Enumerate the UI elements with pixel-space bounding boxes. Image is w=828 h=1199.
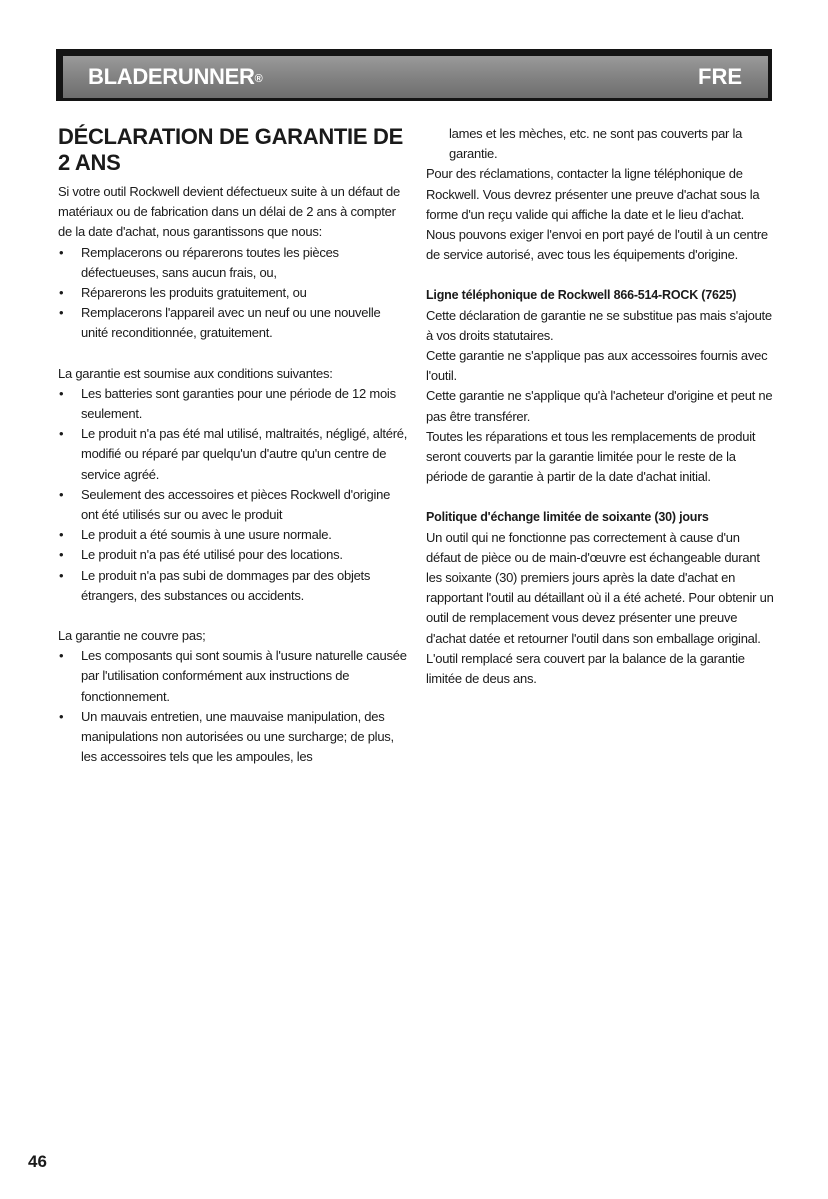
language-code: FRE — [698, 64, 742, 89]
list-item: • Remplacerons l'appareil avec un neuf ou une nouvelle unité reconditionnée, gratuitement. — [58, 303, 408, 343]
page-title: DÉCLARATION DE GARANTIE DE 2 ANS — [58, 124, 404, 175]
hotline-heading: Ligne téléphonique de Rockwell 866-514-ROCK (7625) — [426, 288, 737, 303]
list-item: • Les composants qui sont soumis à l'usure naturelle causée par l'utilisation conformément aux instructions de fonctionnement. — [58, 646, 408, 707]
conditions-heading: La garantie est soumise aux conditions suivantes: — [58, 365, 333, 381]
exchange-heading: Politique d'échange limitée de soixante (30) jours — [426, 510, 709, 525]
product-name: BLADERUNNER® — [88, 64, 263, 89]
exclusions-list — [58, 646, 408, 767]
original-buyer-text: Cette garantie ne s'applique qu'à l'acheteur d'origine et peut ne pas être transférer. — [426, 388, 773, 424]
list-item: • Seulement des accessoires et pièces Rockwell d'origine ont été utilisés sur ou avec le produit — [58, 485, 408, 525]
claims-text: Pour des réclamations, contacter la ligne téléphonique de Rockwell. Vous devrez présenter une preuve d'achat sous la forme d'un reçu valide qui affiche la date et le lieu d'achat. — [426, 166, 760, 222]
registered-mark: ® — [254, 73, 263, 85]
page-number: 46 — [28, 1152, 47, 1171]
conditions-list — [58, 384, 408, 606]
shipping-text: Nous pouvons exiger l'envoi en port payé de l'outil à un centre de service autorisé, avec tous les équipements d'origine. — [426, 227, 768, 263]
statutory-text: Cette déclaration de garantie ne se substitue pas mais s'ajoute à vos droits statutaires. — [426, 307, 772, 343]
list-item: • Le produit a été soumis à une usure normale. — [58, 525, 408, 545]
exclusions-heading: La garantie ne couvre pas; — [58, 628, 206, 644]
accessories-text: Cette garantie ne s'applique pas aux accessoires fournis avec l'outil. — [426, 348, 768, 384]
list-item: • Le produit n'a pas été mal utilisé, maltraités, négligé, altéré, modifié ou réparé par quelqu'un d'autre qu'un centre de service agréé. — [58, 424, 408, 485]
repairs-text: Toutes les réparations et tous les remplacements de produit seront couverts par la garantie limitée pour le reste de la période de garantie à partir de la date d'achat initial. — [426, 428, 756, 485]
exchange-text: Un outil qui ne fonctionne pas correctement à cause d'un défaut de pièce ou de main-d'œuvre est échangeable durant les soixante (30) premiers jours après la date d'achat en rapportant l'outil au détaillant où il a été acheté. Pour obtenir un outil de remplacement vous devez présenter une preuve d'achat datée et retourner l'outil dans son emballage original. L'outil remplacé sera couvert par la balance de la garantie limitée de deus ans. — [426, 529, 774, 687]
left-column — [58, 124, 408, 767]
list-item: • Remplacerons ou réparerons toutes les pièces défectueuses, sans aucun frais, ou, — [58, 243, 408, 283]
intro-text: Si votre outil Rockwell devient défectueux suite à un défaut de matériaux ou de fabrication dans un délai de 2 ans à compter de la date d'achat, nous garantissons que nous: — [58, 184, 400, 240]
list-item: • Le produit n'a pas été utilisé pour des locations. — [58, 545, 408, 565]
list-item: • Les batteries sont garanties pour une période de 12 mois seulement. — [58, 384, 408, 424]
intro-list — [58, 243, 408, 344]
list-item: • Réparerons les produits gratuitement, ou — [58, 283, 408, 303]
list-item: • Le produit n'a pas subi de dommages par des objets étrangers, des substances ou accidents. — [58, 566, 408, 606]
right-column — [426, 124, 776, 689]
exclusions-continued: lames et les mèches, etc. ne sont pas couverts par la garantie. — [449, 126, 743, 162]
list-item: • Un mauvais entretien, une mauvaise manipulation, des manipulations non autorisées ou une surcharge; de plus, les accessoires tels que les ampoules, les — [58, 707, 408, 768]
